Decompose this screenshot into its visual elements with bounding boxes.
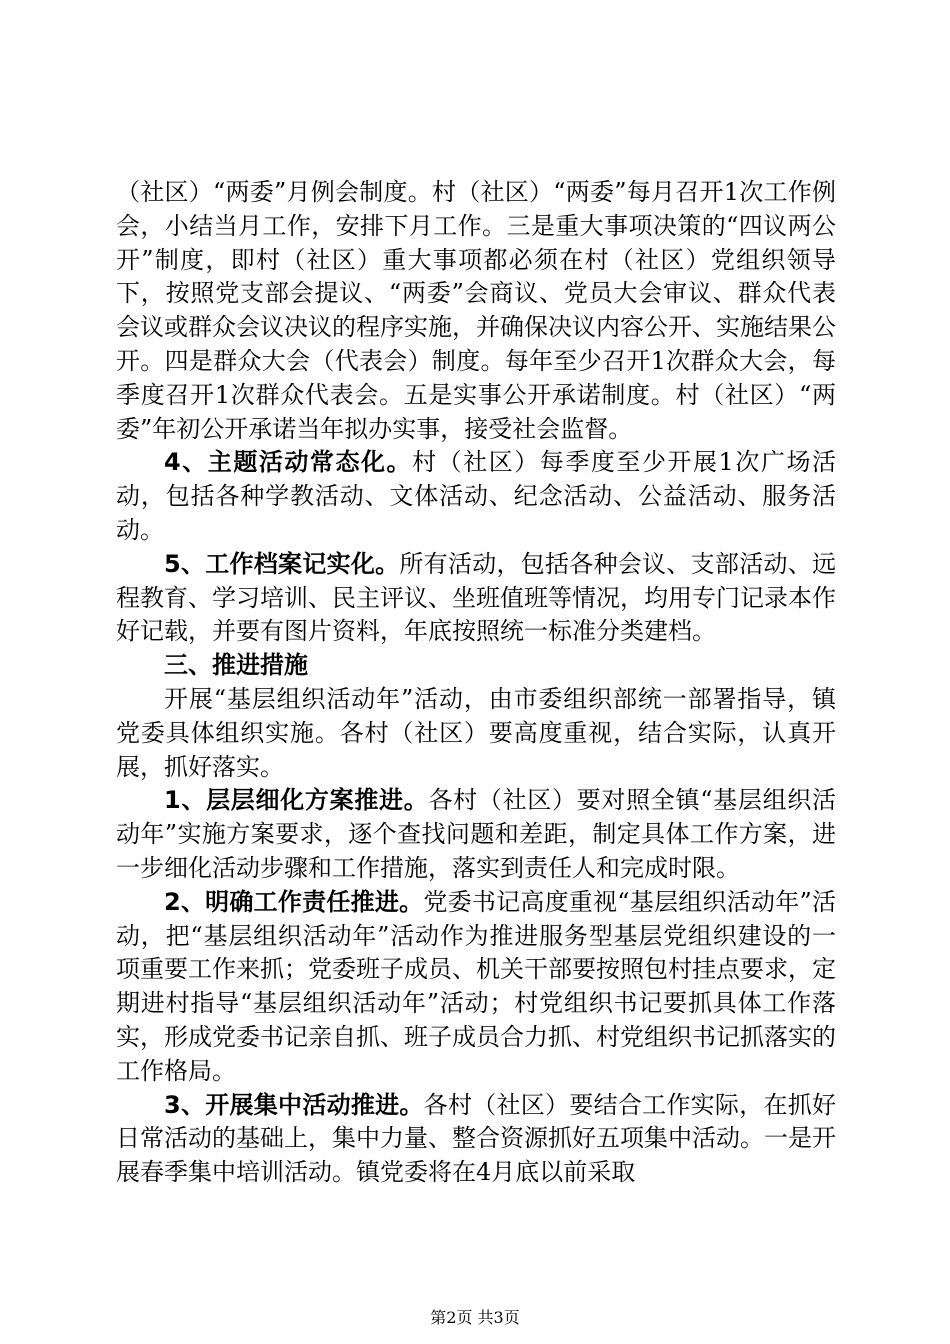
document-body	[116, 176, 836, 1190]
paragraph-p1	[116, 176, 836, 446]
paragraph-p7	[116, 886, 836, 1089]
page-number-label: 第2页 共3页	[430, 1308, 520, 1327]
paragraph-p2	[116, 446, 836, 547]
paragraph-p6	[116, 784, 836, 885]
paragraph-text: （社区）“两委”月例会制度。村（社区）“两委”每月召开1次工作例会，小结当月工作，安排下月工作。三是重大事项决策的“四议两公开”制度，即村（社区）重大事项都必须在村（社区）党组织领导下，按照党支部会提议、“两委”会商议、党员大会审议、群众代表会议或群众会议决议的程序实施，并确保决议内容公开、实施结果公开。四是群众大会（代表会）制度。每年至少召开1次群众大会，每季度召开1次群众代表会。五是实事公开承诺制度。村（社区）“两委”年初公开承诺当年拟办实事，接受社会监督。	[116, 178, 836, 443]
paragraph-text: 开展“基层组织活动年”活动，由市委组织部统一部署指导，镇党委具体组织实施。各村（社区）要高度重视，结合实际，认真开展，抓好落实。	[116, 684, 836, 781]
section-title: 三、推进措施	[164, 651, 308, 680]
paragraph-text: 村（社区）每季度至少开展1次广场活动，包括各种学教活动、文体活动、纪念活动、公益活动、服务活动。	[116, 448, 836, 544]
page-footer	[0, 1305, 950, 1328]
paragraph-heading: 1、层层细化方案推进。	[164, 786, 429, 815]
paragraph-p8	[116, 1089, 836, 1190]
paragraph-heading: 3、开展集中活动推进。	[164, 1090, 424, 1119]
paragraph-heading: 4、主题活动常态化。	[164, 448, 413, 477]
paragraph-p5	[116, 683, 836, 784]
paragraph-text: 各村（社区）要结合工作实际，在抓好日常活动的基础上，集中力量、整合资源抓好五项集中活动。一是开展春季集中培训活动。镇党委将在4月底以前采取	[116, 1090, 836, 1187]
paragraph-heading: 5、工作档案记实化。	[164, 549, 400, 578]
paragraph-text: 所有活动，包括各种会议、支部活动、远程教育、学习培训、民主评议、坐班值班等情况，均用专门记录本作好记载，并要有图片资料，年底按照统一标准分类建档。	[116, 549, 836, 646]
paragraph-text: 各村（社区）要对照全镇“基层组织活动年”实施方案要求，逐个查找问题和差距，制定具体工作方案，进一步细化活动步骤和工作措施，落实到责任人和完成时限。	[116, 786, 836, 882]
paragraph-heading: 2、明确工作责任推进。	[164, 887, 424, 916]
paragraph-p3	[116, 548, 836, 649]
paragraph-text: 党委书记高度重视“基层组织活动年”活动，把“基层组织活动年”活动作为推进服务型基层党组织建设的一项重要工作来抓；党委班子成员、机关干部要按照包村挂点要求，定期进村指导“基层组织活动年”活动；村党组织书记要抓具体工作落实，形成党委书记亲自抓、班子成员合力抓、村党组织书记抓落实的工作格局。	[116, 887, 836, 1085]
